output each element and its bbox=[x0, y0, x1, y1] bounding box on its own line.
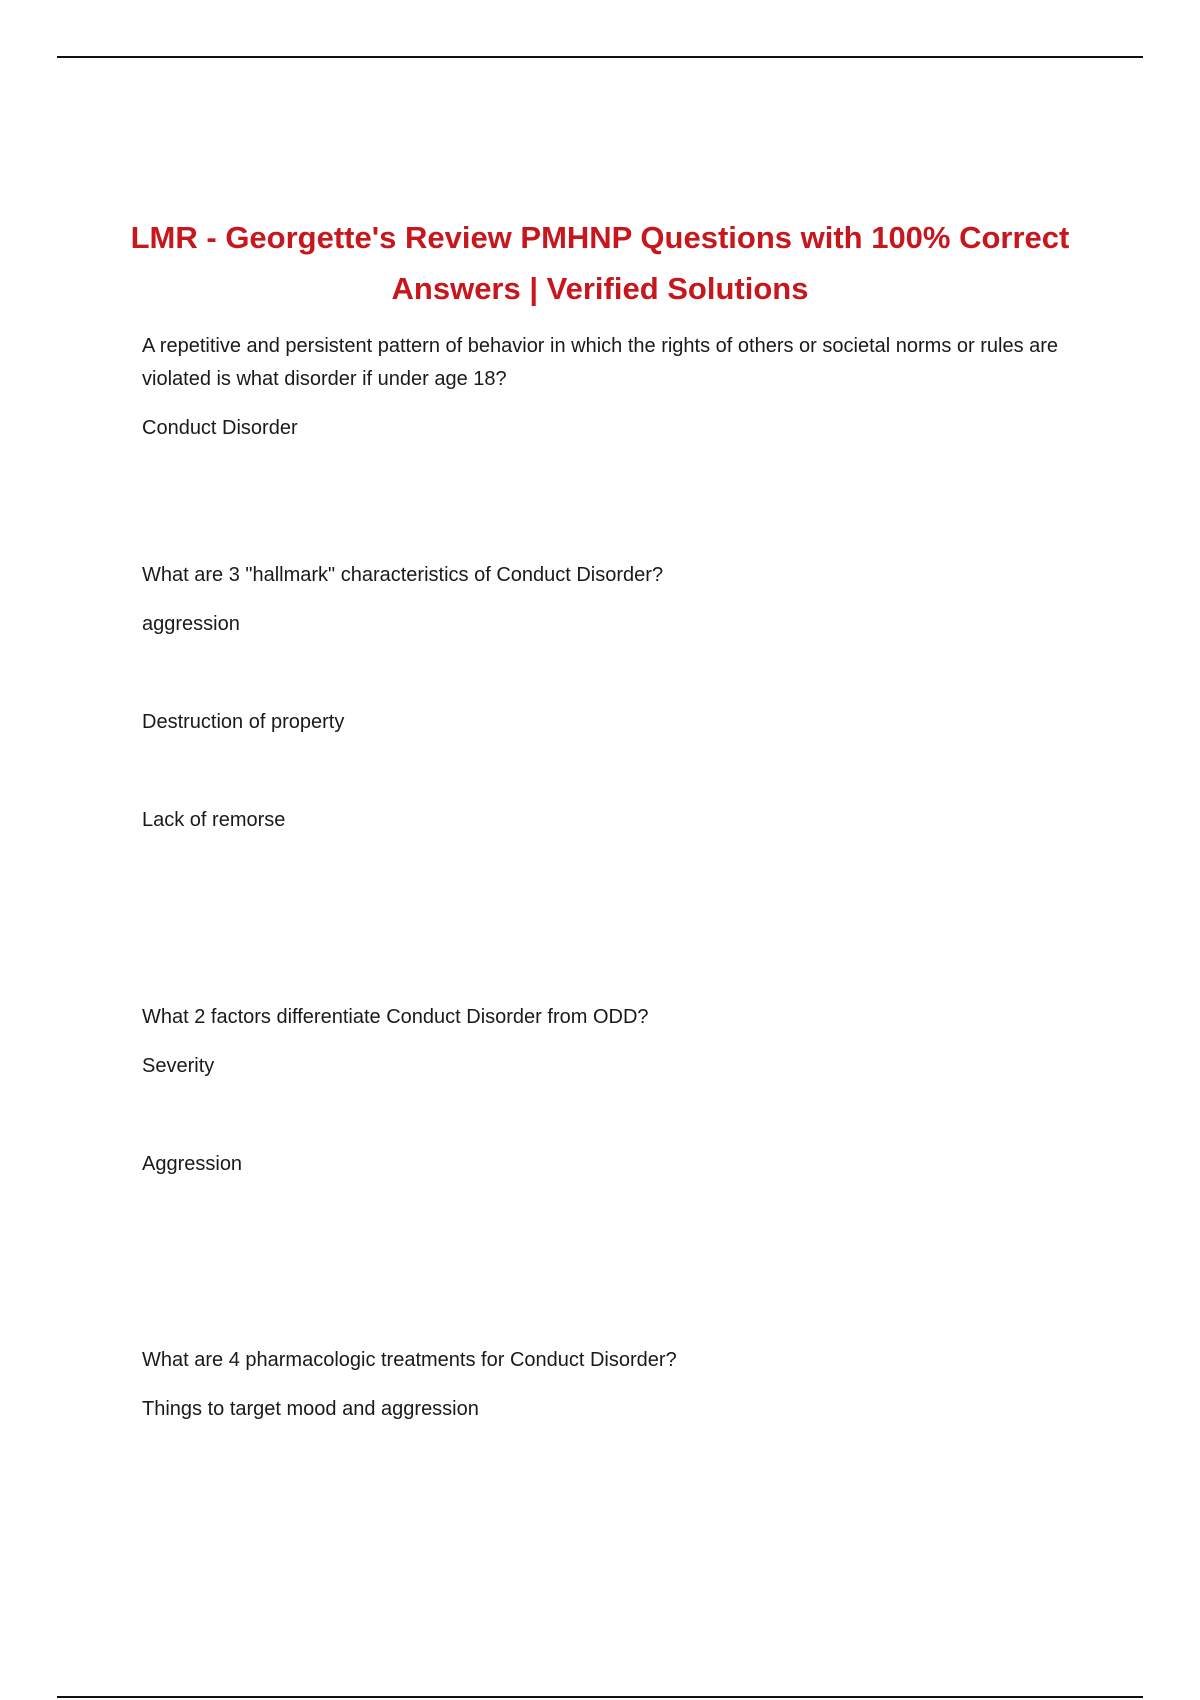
document-title: LMR - Georgette's Review PMHNP Questions with 100% Correct Answers | Verified Solutions bbox=[130, 220, 1070, 306]
answer-2-1: aggression bbox=[142, 613, 240, 635]
question-1: A repetitive and persistent pattern of behavior in which the rights of others or societal norms or rules are violated is what disorder if under age 18? bbox=[142, 335, 1059, 390]
answer-3-1: Severity bbox=[142, 1055, 215, 1077]
question-2: What are 3 "hallmark" characteristics of Conduct Disorder? bbox=[142, 564, 664, 586]
question-3: What 2 factors differentiate Conduct Disorder from ODD? bbox=[142, 1006, 649, 1028]
header-rule bbox=[57, 56, 1143, 58]
answer-2-3: Lack of remorse bbox=[142, 809, 286, 831]
answer-3-2: Aggression bbox=[142, 1153, 243, 1175]
question-4: What are 4 pharmacologic treatments for Conduct Disorder? bbox=[142, 1349, 677, 1371]
answer-2-2: Destruction of property bbox=[142, 711, 345, 733]
footer-rule bbox=[57, 1696, 1143, 1698]
answer-1-1: Conduct Disorder bbox=[142, 417, 298, 439]
answer-4-1: Things to target mood and aggression bbox=[142, 1398, 479, 1420]
